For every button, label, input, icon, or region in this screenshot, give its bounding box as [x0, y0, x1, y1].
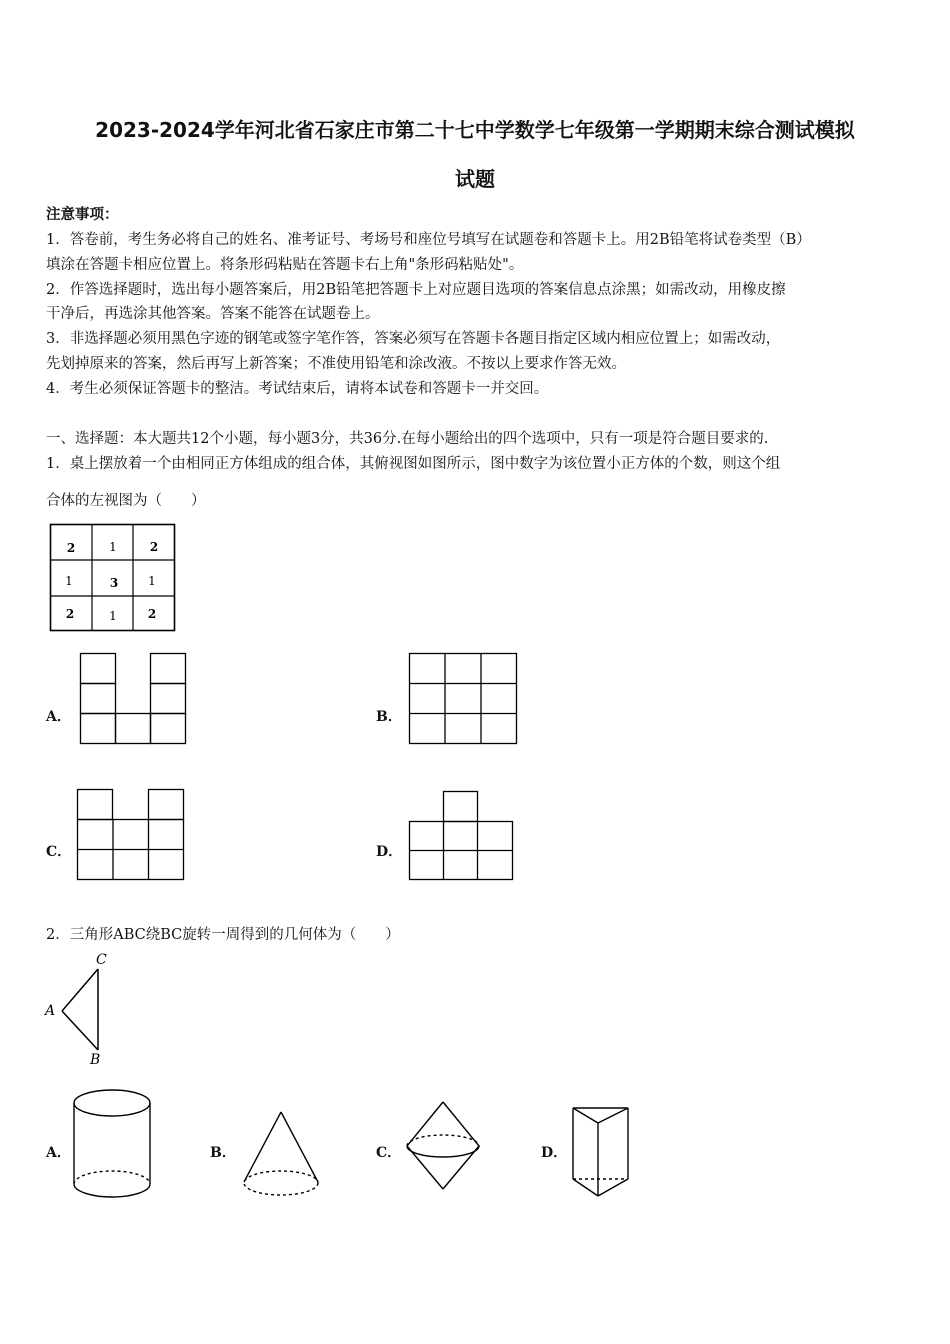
question-1-text: 1．桌上摆放着一个由相同正方体组成的组合体，其俯视图如图所示，图中数字为该位置小正方体的个数，则这个组: [46, 456, 781, 472]
q2-option-b-label[interactable]: B．: [210, 1145, 236, 1161]
grid-cell-value: 1: [109, 609, 117, 623]
q1-option-d-figure[interactable]: [409, 791, 515, 882]
top-view-grid: [50, 524, 176, 632]
q2-option-a-label[interactable]: A．: [46, 1145, 71, 1161]
section-heading: 一、选择题：本大题共12个小题，每小题3分，共36分.在每小题给出的四个选项中，只有一项是符合题目要求的.: [46, 431, 769, 447]
note-line: 3．非选择题必须用黑色字迹的钢笔或签字笔作答，答案必须写在答题卡各题目指定区域内相应位置上；如需改动，: [46, 331, 781, 347]
q2-option-d-label[interactable]: D．: [541, 1145, 568, 1161]
grid-cell-value: 1: [148, 574, 156, 588]
q1-option-b-figure[interactable]: [409, 653, 519, 746]
q1-option-a-figure[interactable]: [80, 653, 188, 746]
note-line: 4．考生必须保证答题卡的整洁。考试结束后，请将本试卷和答题卡一并交回。: [46, 381, 549, 397]
grid-cell-value: 2: [66, 541, 76, 555]
notes-heading: 注意事项：: [46, 206, 119, 223]
exam-title-line2: 试题: [455, 167, 495, 191]
question-2-text: 2．三角形ABC绕BC旋转一周得到的几何体为（ ）: [46, 927, 400, 943]
q2-option-b-cone[interactable]: [240, 1110, 322, 1202]
q1-option-a-label[interactable]: A．: [46, 709, 71, 725]
note-line: 2．作答选择题时，选出每小题答案后，用2B铅笔把答题卡上对应题目选项的答案信息点涂黑；如需改动，用橡皮擦: [46, 282, 786, 298]
note-line: 先划掉原来的答案，然后再写上新答案；不准使用铅笔和涂改液。不按以上要求作答无效。: [46, 356, 626, 372]
q2-option-c-label[interactable]: C．: [376, 1145, 402, 1161]
vertex-label-b: B: [90, 1052, 101, 1068]
grid-cell-value: 1: [109, 540, 117, 554]
q2-option-d-prism[interactable]: [568, 1103, 632, 1199]
q1-option-b-label[interactable]: B．: [376, 709, 402, 725]
note-line: 1．答卷前，考生务必将自己的姓名、准考证号、考场号和座位号填写在试题卷和答题卡上。用2B铅笔将试卷类型（B）: [46, 232, 811, 248]
grid-cell-value: 2: [65, 607, 75, 621]
q1-option-d-label[interactable]: D．: [376, 844, 403, 860]
exam-title-line1: 2023-2024学年河北省石家庄市第二十七中学数学七年级第一学期期末综合测试模拟: [95, 118, 855, 142]
grid-cell-value: 2: [149, 540, 159, 554]
vertex-label-a: A: [45, 1003, 56, 1019]
q1-option-c-label[interactable]: C．: [46, 844, 72, 860]
note-line: 填涂在答题卡相应位置上。将条形码粘贴在答题卡右上角"条形码粘贴处"。: [46, 257, 524, 273]
grid-cell-value: 1: [65, 574, 73, 588]
q2-option-a-cylinder[interactable]: [72, 1088, 154, 1200]
q1-option-c-figure[interactable]: [77, 789, 186, 882]
question-1-text-cont: 合体的左视图为（ ）: [46, 493, 206, 509]
q2-option-c-double-cone[interactable]: [405, 1100, 481, 1192]
grid-cell-value: 3: [109, 576, 119, 590]
vertex-label-c: C: [96, 952, 107, 968]
grid-cell-value: 2: [147, 607, 157, 621]
note-line: 干净后，再选涂其他答案。答案不能答在试题卷上。: [46, 306, 380, 322]
triangle-abc-figure: [44, 950, 114, 1070]
